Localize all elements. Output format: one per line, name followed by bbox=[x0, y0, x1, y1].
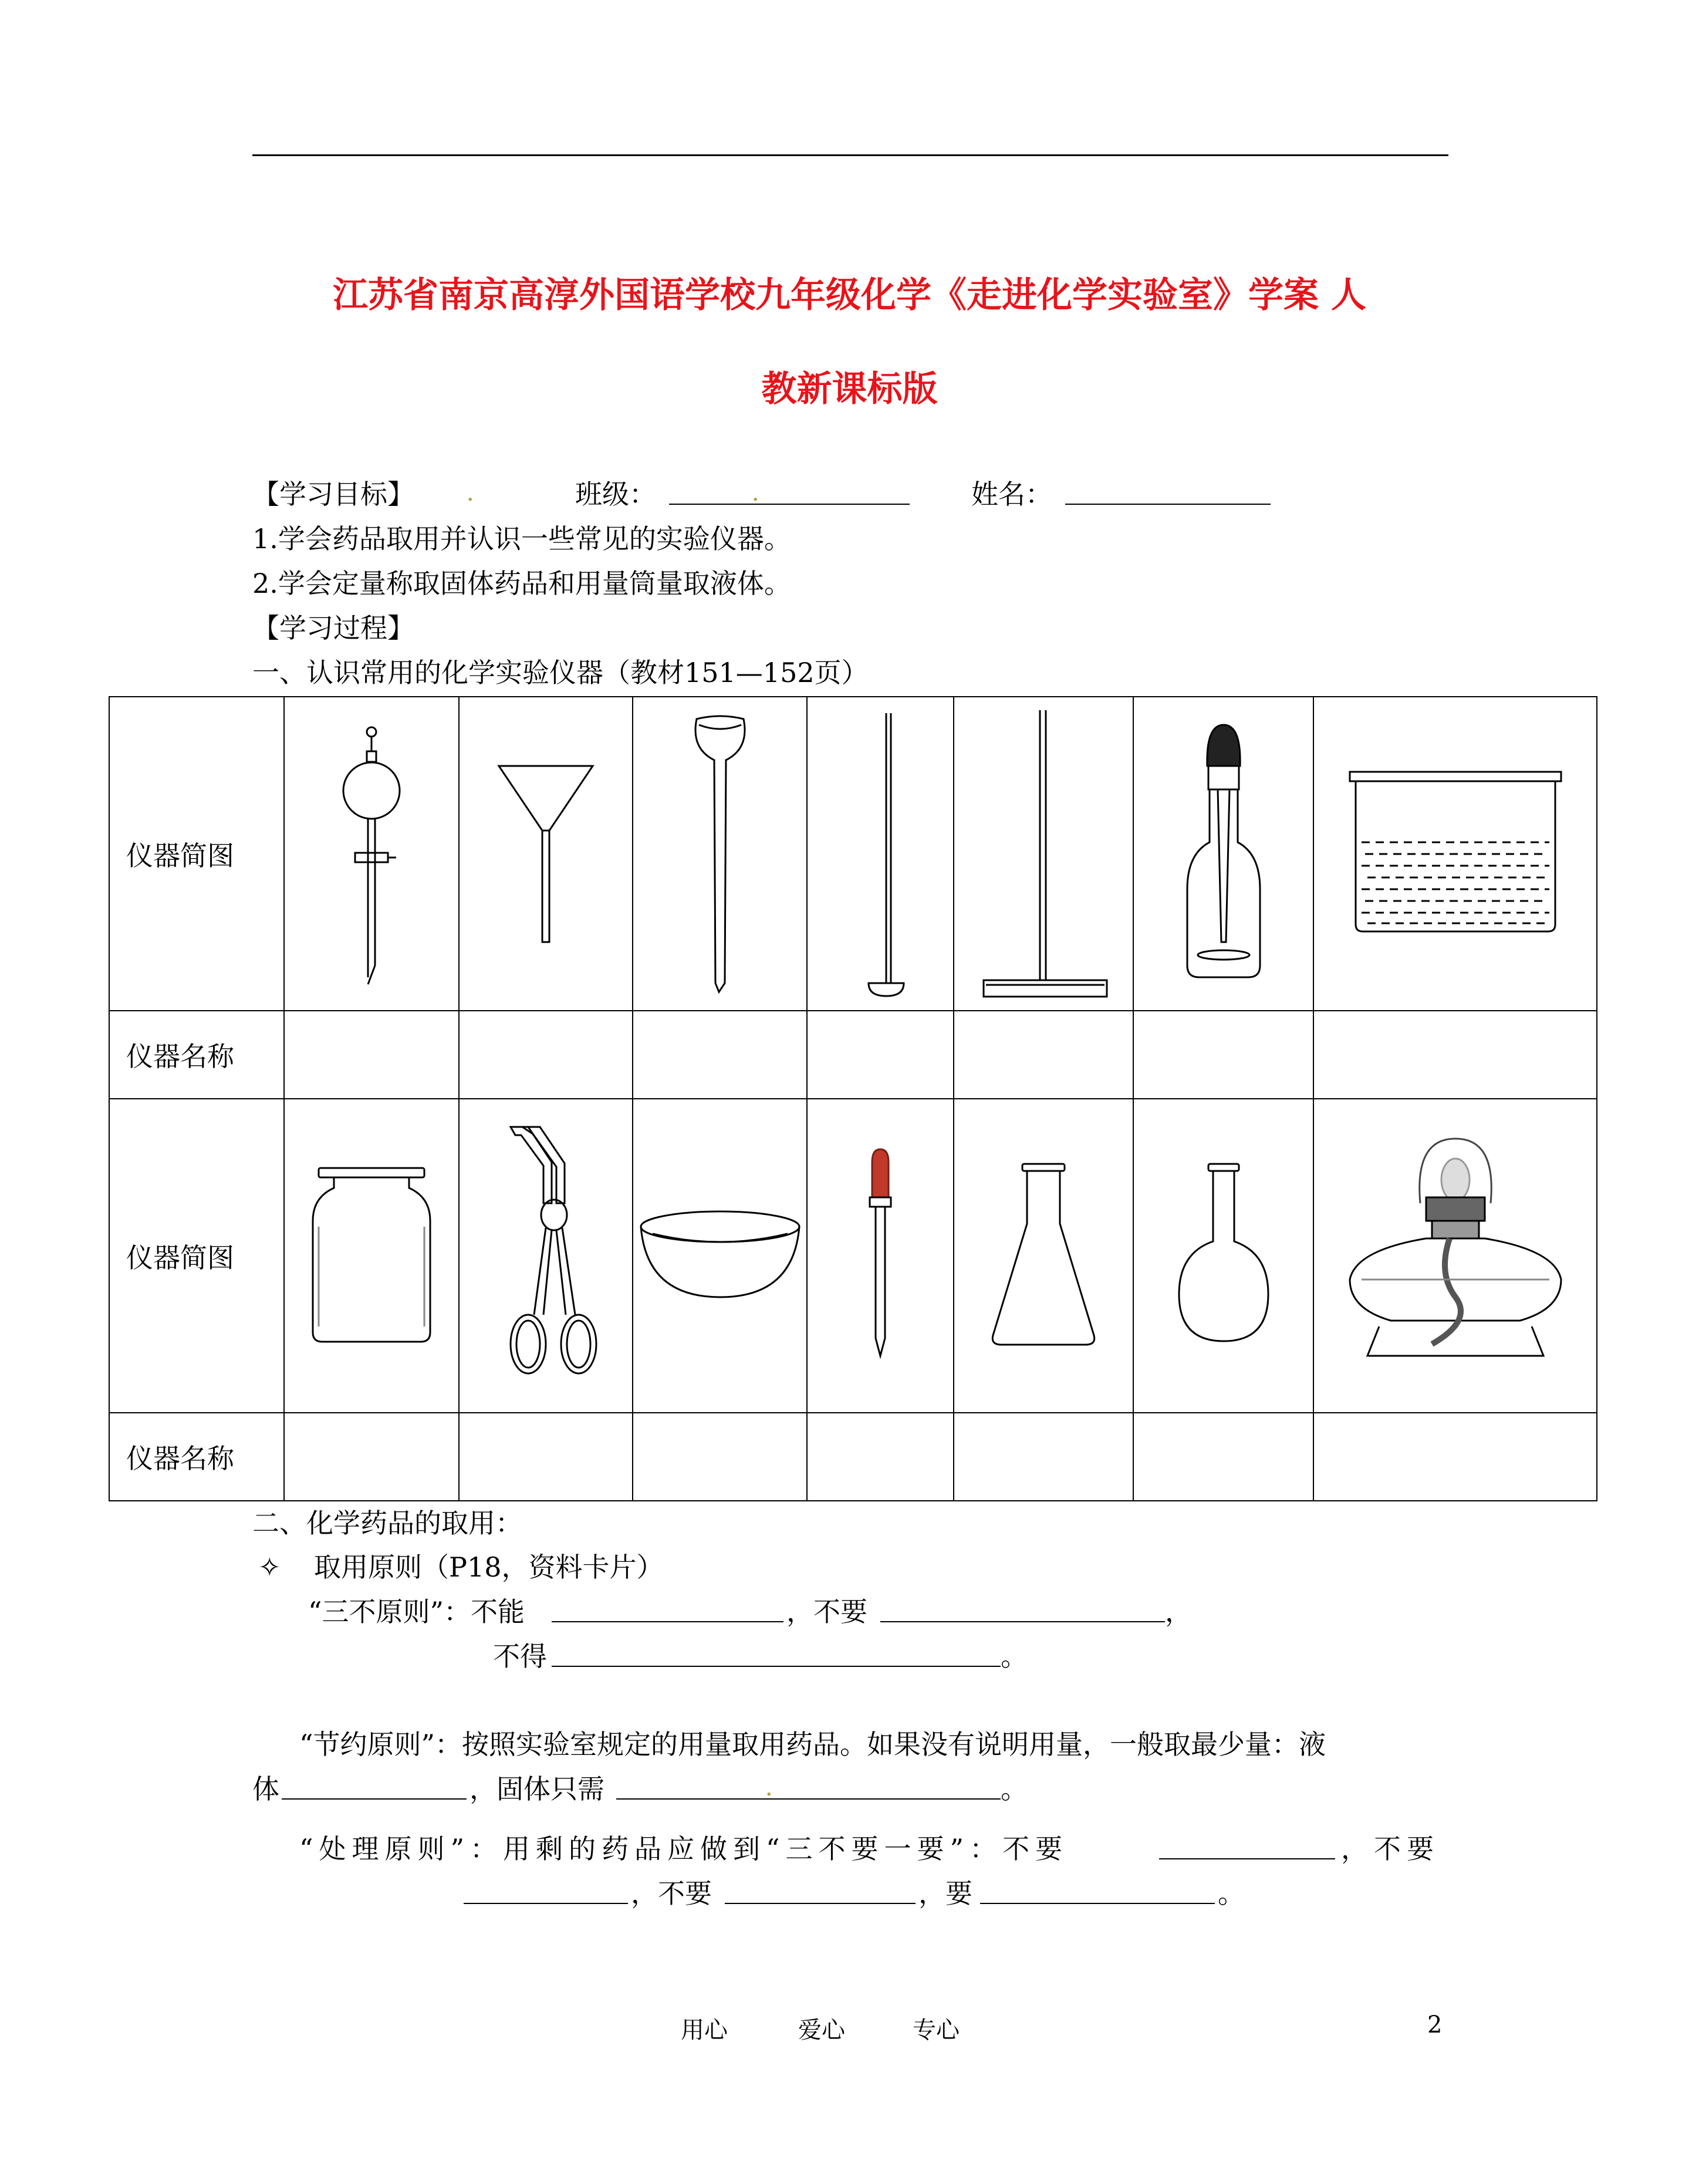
footer-motto-3: 专心 bbox=[913, 2017, 960, 2044]
combustion-spoon-icon bbox=[807, 697, 954, 1011]
three-no-mid: ，不要 bbox=[786, 1596, 867, 1628]
handle-principle-line2-end: 。 bbox=[1218, 1878, 1245, 1909]
class-field[interactable] bbox=[669, 504, 910, 505]
handle-principle-line1: “处理原则”：用剩的药品应做到“三不要一要”：不要 bbox=[299, 1833, 1069, 1865]
name-cell[interactable] bbox=[807, 1011, 954, 1099]
marker-dot: . bbox=[752, 485, 759, 505]
name-label: 姓名： bbox=[971, 478, 1052, 510]
name-cell[interactable] bbox=[1133, 1413, 1313, 1501]
section2-heading: 二、化学药品的取用： bbox=[252, 1507, 522, 1539]
answer-blank[interactable] bbox=[282, 1798, 467, 1800]
name-cell[interactable] bbox=[1313, 1011, 1597, 1099]
row-label-name: 仪器名称 bbox=[109, 1413, 284, 1501]
save-principle-line2-start: 体 bbox=[252, 1773, 279, 1805]
objective-1: 1.学会药品取用并认识一些常见的实验仪器。 bbox=[252, 523, 791, 555]
wide-mouth-bottle-icon bbox=[284, 1099, 459, 1413]
name-row-2 bbox=[109, 1413, 1597, 1501]
three-no-end: ， bbox=[1165, 1596, 1192, 1628]
document-title-line2: 教新课标版 bbox=[761, 369, 938, 410]
process-tag: 【学习过程】 bbox=[252, 612, 414, 644]
erlenmeyer-flask-icon bbox=[954, 1099, 1133, 1413]
answer-blank[interactable] bbox=[1159, 1858, 1335, 1859]
handle-principle-line2-mid1: ，不要 bbox=[631, 1878, 712, 1909]
answer-blank[interactable] bbox=[980, 1903, 1215, 1904]
save-principle-line2-end: 。 bbox=[1001, 1773, 1028, 1805]
iron-stand-icon bbox=[954, 697, 1133, 1011]
name-field[interactable] bbox=[1065, 504, 1271, 505]
funnel-icon bbox=[459, 697, 633, 1011]
answer-blank[interactable] bbox=[552, 1621, 783, 1622]
page-number: 2 bbox=[1427, 2011, 1443, 2038]
row-label-diagram: 仪器简图 bbox=[109, 697, 284, 1011]
three-no-line2-label: 不得 bbox=[493, 1640, 547, 1672]
alcohol-lamp-icon bbox=[1313, 1099, 1597, 1413]
answer-blank[interactable] bbox=[616, 1798, 1001, 1800]
objective-2: 2.学会定量称取固体药品和用量筒量取液体。 bbox=[252, 568, 791, 599]
round-bottom-flask-icon bbox=[1133, 1099, 1313, 1413]
long-neck-funnel-icon bbox=[633, 697, 807, 1011]
name-cell[interactable] bbox=[807, 1413, 954, 1501]
dropper-bottle-icon bbox=[1133, 697, 1313, 1011]
crucible-tongs-icon bbox=[459, 1099, 633, 1413]
diagram-row-1 bbox=[109, 697, 1597, 1011]
name-cell[interactable] bbox=[284, 1011, 459, 1099]
marker-dot: . bbox=[766, 1780, 772, 1800]
three-no-label: “三不原则”：不能 bbox=[308, 1596, 525, 1628]
marker-dot: . bbox=[467, 485, 474, 505]
name-cell[interactable] bbox=[954, 1413, 1133, 1501]
name-cell[interactable] bbox=[954, 1011, 1133, 1099]
principle-title: 取用原则（P18，资料卡片） bbox=[314, 1551, 664, 1583]
row-label-diagram: 仪器简图 bbox=[109, 1099, 284, 1413]
footer-motto-1: 用心 bbox=[681, 2017, 728, 2044]
objectives-tag: 【学习目标】 bbox=[252, 478, 414, 510]
three-no-line2-end: 。 bbox=[1001, 1640, 1028, 1672]
bullet-icon: ✧ bbox=[258, 1551, 281, 1583]
handle-principle-line1-mid: ，不要 bbox=[1341, 1833, 1440, 1865]
row-label-name: 仪器名称 bbox=[109, 1011, 284, 1099]
save-principle-line2-mid: ，固体只需 bbox=[469, 1773, 604, 1805]
name-cell[interactable] bbox=[459, 1413, 633, 1501]
handle-principle-line2-mid2: ，要 bbox=[918, 1878, 972, 1909]
footer-motto-2: 爱心 bbox=[798, 2017, 845, 2044]
name-cell[interactable] bbox=[633, 1011, 807, 1099]
name-cell[interactable] bbox=[459, 1011, 633, 1099]
answer-blank[interactable] bbox=[552, 1666, 1001, 1667]
header-rule bbox=[252, 154, 1448, 156]
name-row-1 bbox=[109, 1011, 1597, 1099]
section1-heading: 一、认识常用的化学实验仪器（教材151—152页） bbox=[252, 657, 869, 688]
answer-blank[interactable] bbox=[880, 1621, 1165, 1622]
rubber-dropper-icon bbox=[807, 1099, 954, 1413]
class-label: 班级： bbox=[575, 478, 656, 510]
answer-blank[interactable] bbox=[464, 1903, 628, 1904]
name-cell[interactable] bbox=[633, 1413, 807, 1501]
diagram-row-2 bbox=[109, 1099, 1597, 1413]
name-cell[interactable] bbox=[1133, 1011, 1313, 1099]
name-cell[interactable] bbox=[1313, 1413, 1597, 1501]
name-cell[interactable] bbox=[284, 1413, 459, 1501]
water-trough-icon bbox=[1313, 697, 1597, 1011]
document-title-line1: 江苏省南京高淳外国语学校九年级化学《走进化学实验室》学案 人 bbox=[333, 275, 1366, 316]
separatory-funnel-icon bbox=[284, 697, 459, 1011]
answer-blank[interactable] bbox=[725, 1903, 916, 1904]
evaporating-dish-icon bbox=[633, 1099, 807, 1413]
instrument-table bbox=[109, 696, 1597, 1501]
save-principle-line1: “节约原则”：按照实验室规定的用量取用药品。如果没有说明用量，一般取最少量：液 bbox=[299, 1729, 1326, 1760]
